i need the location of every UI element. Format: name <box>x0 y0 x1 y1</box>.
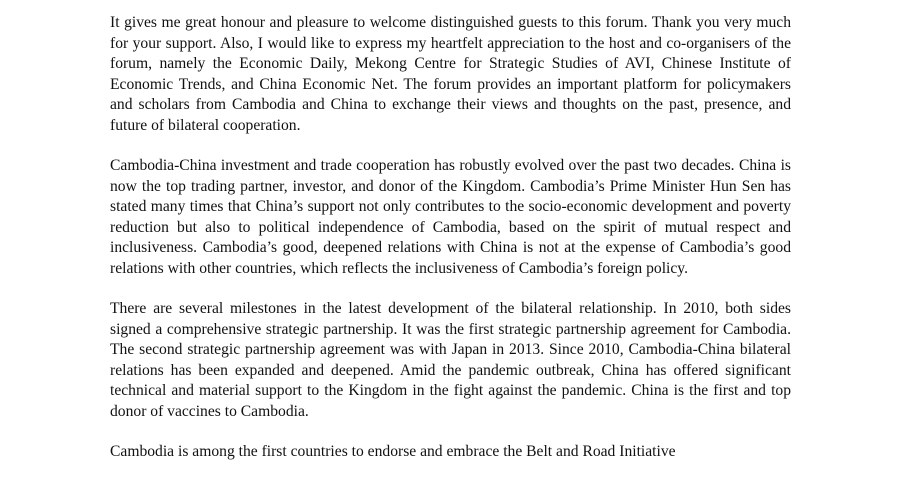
document-body <box>110 13 791 483</box>
paragraph-belt-and-road: Cambodia is among the first countries to endorse and embrace the Belt and Road Initiative <box>110 443 676 460</box>
paragraph-welcome: It gives me great honour and pleasure to welcome distinguished guests to this forum. Thank you very much for your support. Also, I would like to express my heartfelt appreciation to the host and co-organisers of the forum, namely the Economic Daily, Mekong Centre for Strategic Studies of AVI, Chinese Institute of Economic Trends, and China Economic Net. The forum provides an important platform for policymakers and scholars from Cambodia and China to exchange their views and thoughts on the past, presence, and future of bilateral cooperation. <box>110 14 791 134</box>
paragraph-milestones: There are several milestones in the latest development of the bilateral relationship. In 2010, both sides signed a comprehensive strategic partnership. It was the first strategic partnership agreement for Cambodia. The second strategic partnership agreement was with Japan in 2013. Since 2010, Cambodia-China bilateral relations has been expanded and deepened. Amid the pandemic outbreak, China has offered significant technical and material support to the Kingdom in the fight against the pandemic. China is the first and top donor of vaccines to Cambodia. <box>110 300 791 420</box>
paragraph-investment-trade: Cambodia-China investment and trade cooperation has robustly evolved over the past two decades. China is now the top trading partner, investor, and donor of the Kingdom. Cambodia’s Prime Minister Hun Sen has stated many times that China’s support not only contributes to the socio-economic development and poverty reduction but also to political independence of Cambodia, based on the spirit of mutual respect and inclusiveness. Cambodia’s good, deepened relations with China is not at the expense of Cambodia’s good relations with other countries, which reflects the inclusiveness of Cambodia’s foreign policy. <box>110 157 791 277</box>
